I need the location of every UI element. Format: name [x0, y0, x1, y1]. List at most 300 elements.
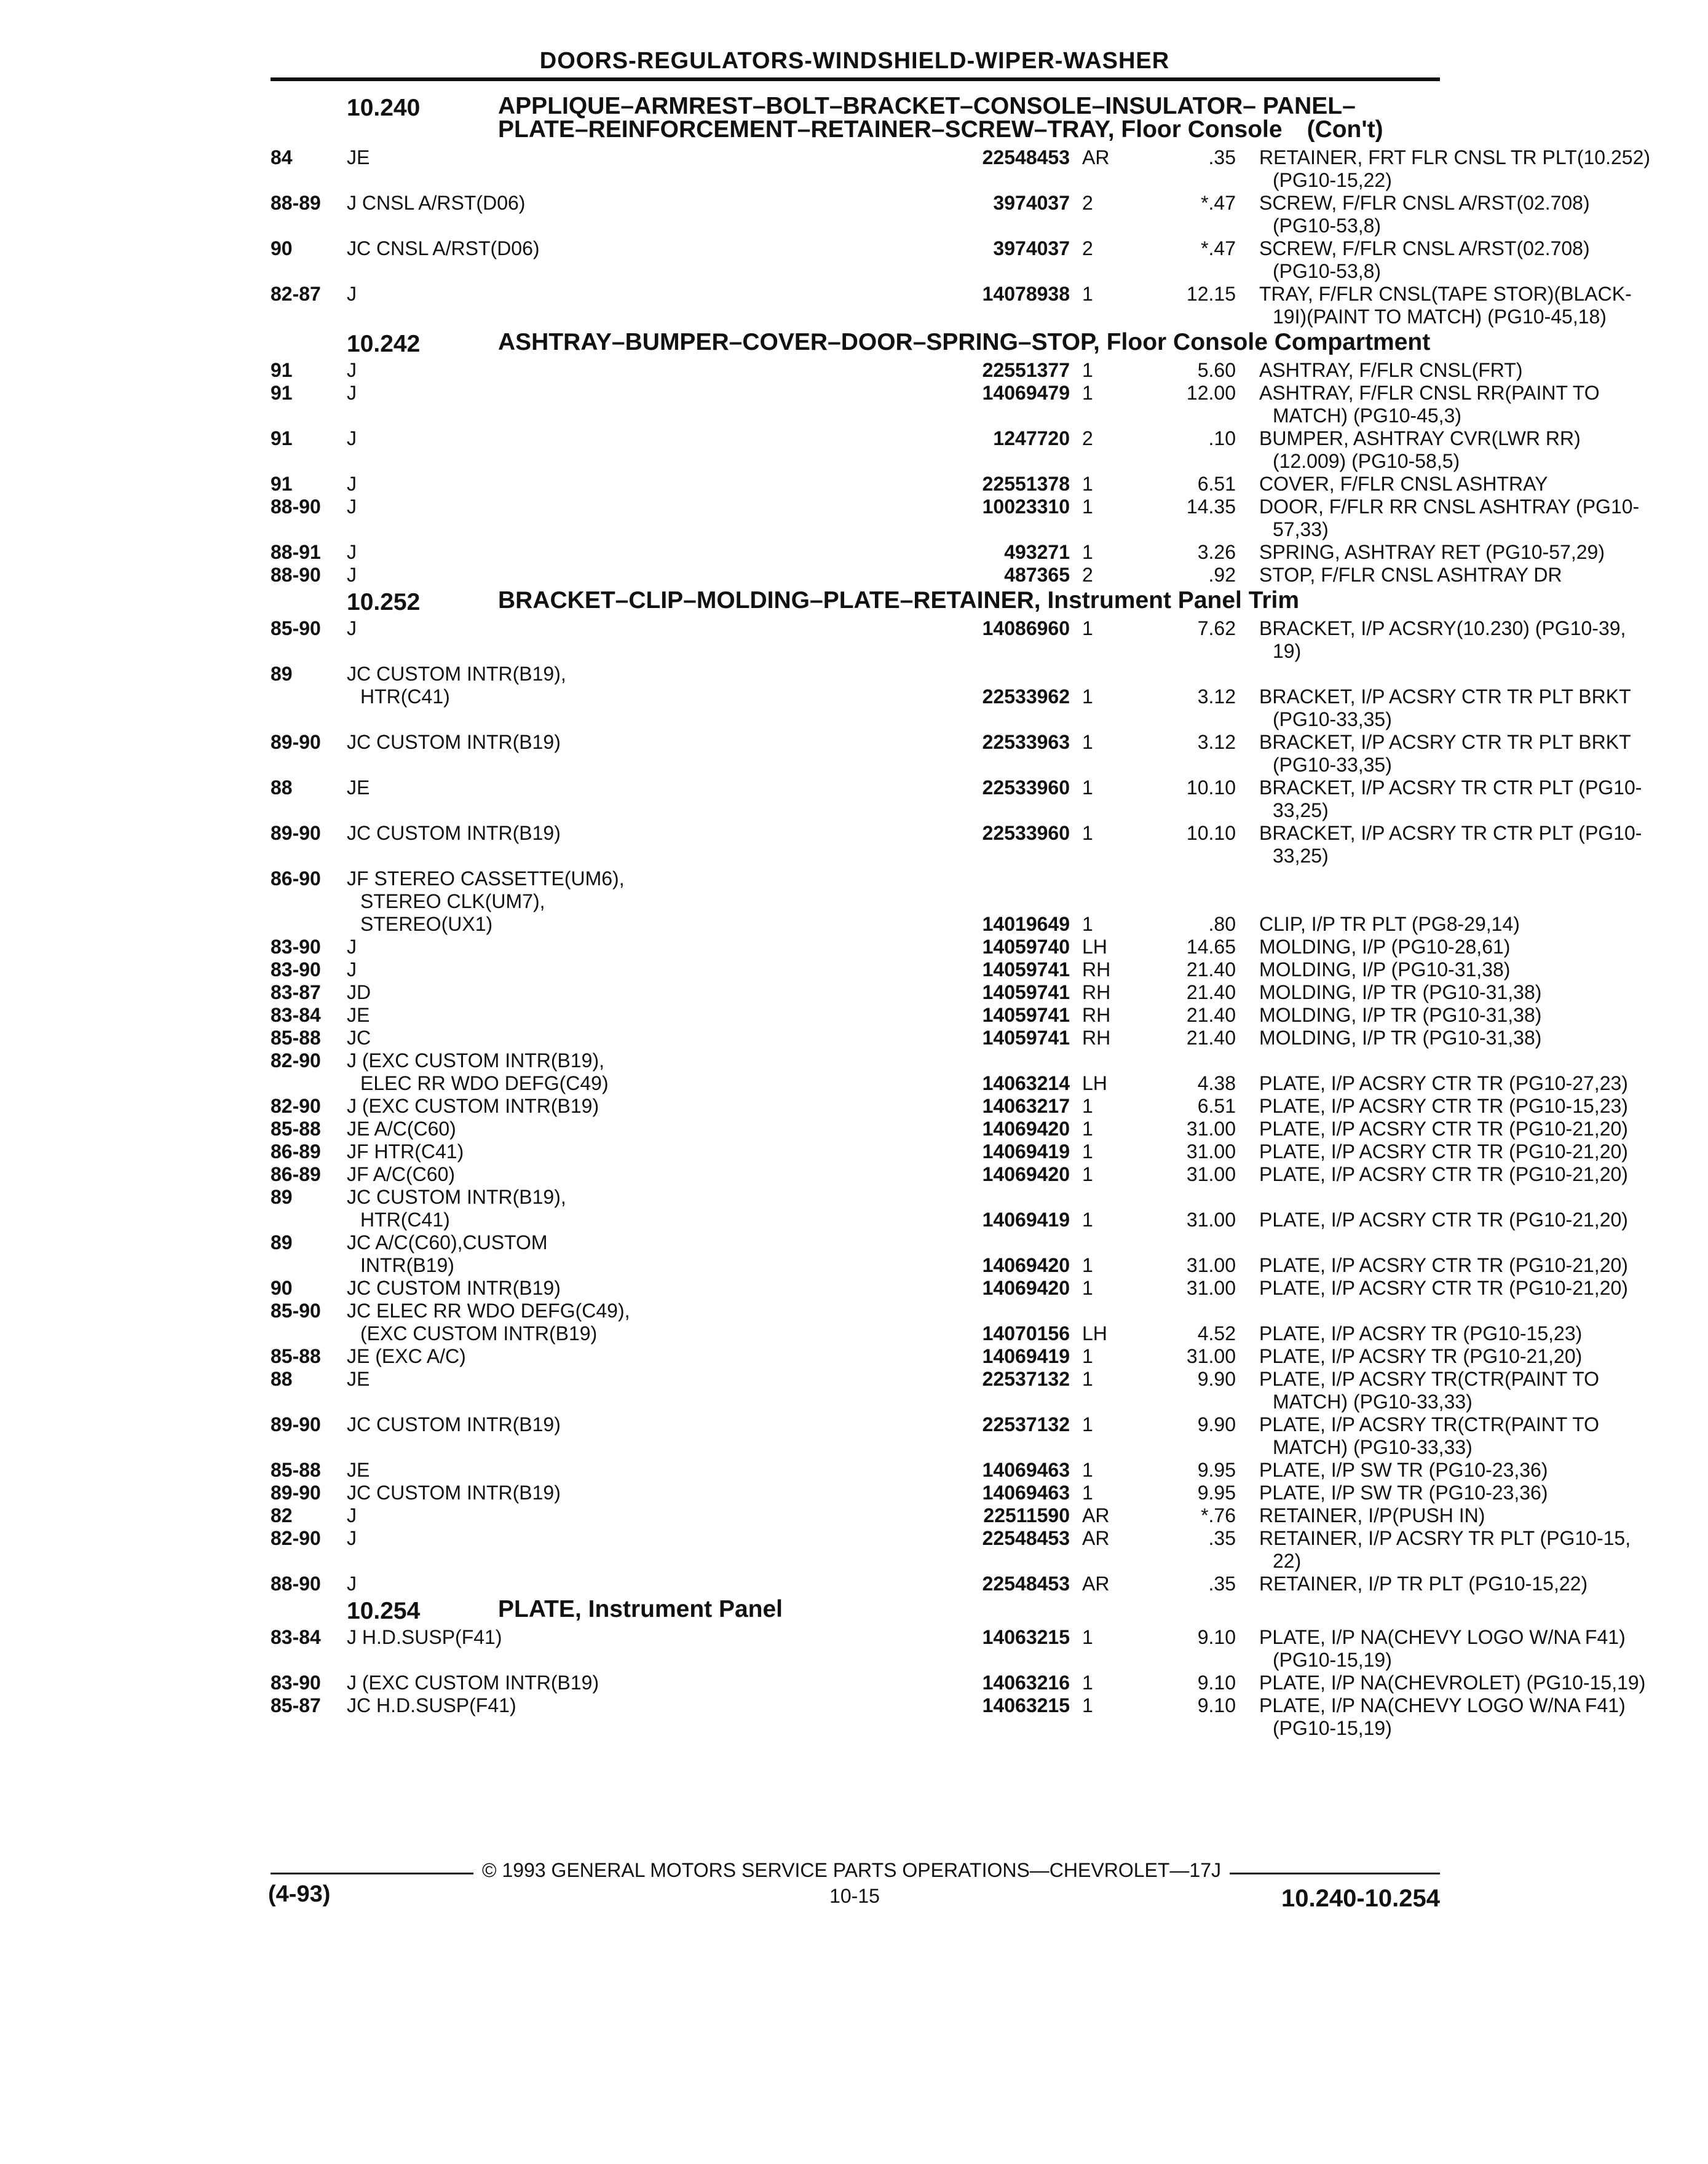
price: 3.12	[1197, 685, 1236, 708]
part-description	[1259, 1345, 1708, 1368]
part-row	[271, 1672, 1646, 1694]
part-description-line: 19I)(PAINT TO MATCH) (PG10-45,18)	[1273, 306, 1607, 328]
part-description-line: PLATE, I/P ACSRY CTR TR (PG10-21,20)	[1259, 1163, 1628, 1185]
part-row	[271, 1231, 1628, 1277]
part-description-line: (PG10-15,22)	[1273, 169, 1392, 191]
part-number: 14069420	[982, 1254, 1070, 1276]
price: .80	[1208, 913, 1236, 935]
section-title-text: ASHTRAY–BUMPER–COVER–DOOR–SPRING–STOP, Floor Console Compartment	[498, 329, 1431, 355]
part-description-line: BRACKET, I/P ACSRY(10.230) (PG10-39,	[1259, 617, 1626, 639]
part-description-line: MOLDING, I/P (PG10-31,38)	[1259, 958, 1511, 981]
quantity: 1	[1082, 382, 1093, 404]
quantity: 2	[1082, 564, 1093, 586]
model-year: 88-90	[271, 1573, 321, 1595]
part-row	[271, 617, 1626, 663]
model-usage-line: JE	[347, 1368, 370, 1390]
part-row	[271, 1277, 1628, 1300]
part-number: 22511590	[983, 1504, 1070, 1526]
part-description	[1259, 731, 1708, 776]
part-number: 14063217	[982, 1095, 1070, 1117]
part-description	[1259, 685, 1708, 731]
model-year: 85-88	[271, 1118, 321, 1140]
model-usage-line: J	[347, 564, 357, 586]
part-description-line: MOLDING, I/P (PG10-28,61)	[1259, 936, 1511, 958]
model-year: 86-89	[271, 1140, 321, 1163]
part-row	[271, 427, 1581, 473]
quantity: 1	[1082, 617, 1093, 639]
part-description-line: PLATE, I/P SW TR (PG10-23,36)	[1259, 1482, 1548, 1504]
header-rule	[271, 77, 1440, 81]
quantity: 2	[1082, 192, 1093, 214]
footer-section-range: 10.240-10.254	[1281, 1885, 1440, 1912]
part-description	[1259, 822, 1708, 867]
part-number: 22548453	[982, 1527, 1070, 1549]
price: 21.40	[1186, 1004, 1236, 1026]
section-heading	[271, 95, 1440, 141]
model-usage-line: JD	[347, 981, 371, 1003]
model-year: 88-89	[271, 192, 321, 214]
part-description	[1259, 237, 1708, 283]
section-number: 10.240	[347, 95, 421, 121]
part-description-line: PLATE, I/P ACSRY CTR TR (PG10-27,23)	[1259, 1072, 1628, 1094]
quantity: LH	[1082, 936, 1107, 958]
section-heading	[271, 587, 1440, 615]
part-description-line: 57,33)	[1273, 518, 1329, 540]
part-description	[1259, 1209, 1708, 1231]
section-title	[498, 1598, 1440, 1621]
model-usage-line: JC CUSTOM INTR(B19),	[347, 663, 566, 685]
price: .35	[1208, 1573, 1236, 1595]
model-usage-line: JF HTR(C41)	[347, 1140, 464, 1163]
model-year: 83-84	[271, 1004, 321, 1026]
part-description-line: SCREW, F/FLR CNSL A/RST(02.708)	[1259, 192, 1590, 214]
price: 9.90	[1197, 1413, 1236, 1435]
part-description-line: BRACKET, I/P ACSRY CTR TR PLT BRKT	[1259, 685, 1631, 708]
part-description-line: 22)	[1273, 1550, 1302, 1572]
part-description-line: TRAY, F/FLR CNSL(TAPE STOR)(BLACK-	[1259, 283, 1632, 305]
part-row	[271, 146, 1651, 192]
part-description	[1259, 1277, 1708, 1300]
footer-page-number: 10-15	[829, 1885, 880, 1907]
quantity: 1	[1082, 496, 1093, 518]
part-description-line: (PG10-15,19)	[1273, 1717, 1392, 1739]
model-usage-line: JC CUSTOM INTR(B19)	[347, 822, 561, 844]
part-number: 14078938	[982, 283, 1070, 305]
quantity: 1	[1082, 1163, 1093, 1185]
part-description	[1259, 617, 1708, 663]
part-number: 22551377	[982, 359, 1070, 381]
quantity: 2	[1082, 427, 1093, 449]
part-row	[271, 1459, 1548, 1482]
section-heading	[271, 329, 1440, 357]
price: 31.00	[1186, 1140, 1236, 1163]
part-description-line: PLATE, I/P SW TR (PG10-23,36)	[1259, 1459, 1548, 1481]
section-title-text: PLATE, Instrument Panel	[498, 1596, 783, 1622]
part-description	[1259, 776, 1708, 822]
model-year: 86-90	[271, 867, 321, 890]
part-row	[271, 958, 1511, 981]
part-row	[271, 1095, 1628, 1118]
part-description	[1259, 564, 1708, 586]
price: .92	[1208, 564, 1236, 586]
part-number: 14059741	[982, 958, 1070, 981]
part-number: 14059741	[982, 981, 1070, 1003]
part-description	[1259, 1072, 1708, 1095]
part-description	[1259, 1527, 1708, 1573]
quantity: RH	[1082, 1004, 1111, 1026]
model-usage-line: J	[347, 359, 357, 381]
price: 9.10	[1197, 1626, 1236, 1648]
part-description	[1259, 359, 1708, 382]
part-description-line: 33,25)	[1273, 799, 1329, 821]
price: 31.00	[1186, 1209, 1236, 1231]
part-description-line: COVER, F/FLR CNSL ASHTRAY	[1259, 473, 1548, 495]
section-title	[498, 331, 1440, 354]
price: 31.00	[1186, 1277, 1236, 1299]
part-number: 14063214	[982, 1072, 1070, 1094]
model-usage-line: JC A/C(C60),CUSTOM	[347, 1231, 548, 1254]
model-usage-line: JE	[347, 776, 370, 799]
model-usage-line: J	[347, 1504, 357, 1526]
model-usage-line: JC CUSTOM INTR(B19)	[347, 1277, 561, 1299]
part-row	[271, 1626, 1626, 1672]
model-year: 82-90	[271, 1095, 321, 1117]
price: 6.51	[1197, 1095, 1236, 1117]
part-description-line: RETAINER, I/P TR PLT (PG10-15,22)	[1259, 1573, 1588, 1595]
section-continued-label: (Con't)	[1307, 116, 1383, 143]
part-number: 14086960	[982, 617, 1070, 639]
price: 14.35	[1186, 496, 1236, 518]
part-description-line: 33,25)	[1273, 845, 1329, 867]
price: 21.40	[1186, 981, 1236, 1003]
footer-rule-right	[1230, 1873, 1440, 1874]
model-usage-line: JC CUSTOM INTR(B19)	[347, 1482, 561, 1504]
model-year: 89-90	[271, 731, 321, 753]
part-description	[1259, 1694, 1708, 1740]
price: 4.38	[1197, 1072, 1236, 1094]
model-usage-line: HTR(C41)	[360, 1209, 450, 1231]
price: 3.12	[1197, 731, 1236, 753]
section-number: 10.252	[347, 589, 421, 615]
price: 9.10	[1197, 1672, 1236, 1694]
quantity: 1	[1082, 913, 1093, 935]
part-description-line: PLATE, I/P ACSRY CTR TR (PG10-21,20)	[1259, 1118, 1628, 1140]
part-description	[1259, 1413, 1708, 1459]
part-number: 22537132	[982, 1368, 1070, 1390]
quantity: 1	[1082, 1345, 1093, 1367]
part-description-line: PLATE, I/P ACSRY TR(CTR(PAINT TO	[1259, 1368, 1600, 1390]
part-row	[271, 1118, 1628, 1140]
part-number: 14069420	[982, 1118, 1070, 1140]
model-year: 82-90	[271, 1049, 321, 1072]
quantity: RH	[1082, 1027, 1111, 1049]
part-number: 14069419	[982, 1140, 1070, 1163]
model-year: 85-88	[271, 1027, 321, 1049]
price: 31.00	[1186, 1345, 1236, 1367]
part-description	[1259, 382, 1708, 427]
price: 31.00	[1186, 1254, 1236, 1276]
part-row	[271, 1027, 1542, 1049]
quantity: 1	[1082, 541, 1093, 563]
price: 21.40	[1186, 958, 1236, 981]
quantity: 1	[1082, 1209, 1093, 1231]
part-number: 22533960	[982, 776, 1070, 799]
price: 9.95	[1197, 1482, 1236, 1504]
part-row	[271, 382, 1600, 427]
part-description-line: STOP, F/FLR CNSL ASHTRAY DR	[1259, 564, 1562, 586]
part-number: 14059741	[982, 1027, 1070, 1049]
model-usage-line: J H.D.SUSP(F41)	[347, 1626, 502, 1648]
part-number: 14063215	[982, 1626, 1070, 1648]
part-description-line: ASHTRAY, F/FLR CNSL(FRT)	[1259, 359, 1523, 381]
part-number: 22533960	[982, 822, 1070, 844]
part-description-line: ASHTRAY, F/FLR CNSL RR(PAINT TO	[1259, 382, 1600, 404]
part-row	[271, 663, 1631, 731]
part-number: 1247720	[993, 427, 1070, 449]
part-description	[1259, 1626, 1708, 1672]
part-description	[1259, 1095, 1708, 1118]
model-year: 89-90	[271, 1413, 321, 1435]
price: .35	[1208, 1527, 1236, 1549]
quantity: AR	[1082, 1504, 1110, 1526]
model-usage-line: JC H.D.SUSP(F41)	[347, 1694, 516, 1716]
quantity: 1	[1082, 1672, 1093, 1694]
model-year: 85-90	[271, 1300, 321, 1322]
model-usage-line: J	[347, 958, 357, 981]
model-usage-line: J CNSL A/RST(D06)	[347, 192, 526, 214]
part-number: 487365	[1004, 564, 1070, 586]
part-number: 22548453	[982, 146, 1070, 168]
model-usage-line: J	[347, 427, 357, 449]
model-year: 86-89	[271, 1163, 321, 1185]
quantity: 2	[1082, 237, 1093, 259]
quantity: 1	[1082, 1254, 1093, 1276]
part-description-line: SPRING, ASHTRAY RET (PG10-57,29)	[1259, 541, 1605, 563]
part-number: 14069463	[982, 1459, 1070, 1481]
model-year: 91	[271, 359, 293, 381]
model-year: 90	[271, 1277, 293, 1299]
quantity: 1	[1082, 1140, 1093, 1163]
part-row	[271, 1163, 1628, 1186]
model-usage-line: STEREO CLK(UM7),	[360, 890, 545, 912]
model-year: 82-87	[271, 283, 321, 305]
model-usage-line: INTR(B19)	[360, 1254, 454, 1276]
part-description-line: RETAINER, FRT FLR CNSL TR PLT(10.252)	[1259, 146, 1651, 168]
price: *.76	[1201, 1504, 1236, 1526]
model-usage-line: HTR(C41)	[360, 685, 450, 708]
part-number: 14069479	[982, 382, 1070, 404]
part-description	[1259, 1368, 1708, 1413]
part-number: 14069463	[982, 1482, 1070, 1504]
page-header-title: DOORS-REGULATORS-WINDSHIELD-WIPER-WASHER	[539, 48, 1170, 74]
model-year: 89-90	[271, 1482, 321, 1504]
model-year: 90	[271, 237, 293, 259]
footer-date: (4-93)	[268, 1881, 331, 1907]
price: 5.60	[1197, 359, 1236, 381]
part-description	[1259, 1140, 1708, 1163]
model-usage-line: J	[347, 496, 357, 518]
model-year: 89	[271, 1186, 293, 1208]
price: 10.10	[1186, 822, 1236, 844]
model-usage-line: JC CUSTOM INTR(B19)	[347, 731, 561, 753]
model-year: 88-91	[271, 541, 321, 563]
model-usage-line: STEREO(UX1)	[360, 913, 493, 935]
quantity: 1	[1082, 359, 1093, 381]
part-description-line: PLATE, I/P NA(CHEVROLET) (PG10-15,19)	[1259, 1672, 1646, 1694]
part-row	[271, 1345, 1583, 1368]
part-row	[271, 1140, 1628, 1163]
quantity: 1	[1082, 473, 1093, 495]
part-number: 14063216	[982, 1672, 1070, 1694]
price: 6.51	[1197, 473, 1236, 495]
part-description-line: PLATE, I/P ACSRY CTR TR (PG10-15,23)	[1259, 1095, 1628, 1117]
part-description	[1259, 1672, 1708, 1694]
quantity: 1	[1082, 1459, 1093, 1481]
part-row	[271, 283, 1632, 328]
part-row	[271, 1004, 1542, 1027]
quantity: 1	[1082, 731, 1093, 753]
model-usage-line: JE	[347, 1004, 370, 1026]
part-row	[271, 359, 1523, 382]
quantity: 1	[1082, 776, 1093, 799]
part-row	[271, 237, 1590, 283]
part-description	[1259, 1004, 1708, 1027]
model-usage-line: JC CUSTOM INTR(B19)	[347, 1413, 561, 1435]
model-usage-line: J	[347, 283, 357, 305]
quantity: 1	[1082, 1277, 1093, 1299]
part-number: 14070156	[982, 1322, 1070, 1345]
model-usage-line: JE	[347, 1459, 370, 1481]
part-description	[1259, 283, 1708, 328]
part-description	[1259, 981, 1708, 1004]
price: 4.52	[1197, 1322, 1236, 1345]
part-row	[271, 1186, 1628, 1231]
model-year: 89	[271, 663, 293, 685]
section-title	[498, 95, 1440, 141]
part-row	[271, 541, 1605, 564]
model-year: 88-90	[271, 496, 321, 518]
part-description	[1259, 1482, 1708, 1504]
model-year: 83-87	[271, 981, 321, 1003]
part-row	[271, 731, 1631, 776]
part-description-line: (12.009) (PG10-58,5)	[1273, 450, 1460, 472]
part-description-line: PLATE, I/P ACSRY CTR TR (PG10-21,20)	[1259, 1254, 1628, 1276]
quantity: AR	[1082, 1573, 1110, 1595]
model-year: 91	[271, 382, 293, 404]
part-number: 22533962	[982, 685, 1070, 708]
part-description-line: RETAINER, I/P ACSRY TR PLT (PG10-15,	[1259, 1527, 1631, 1549]
quantity: LH	[1082, 1072, 1107, 1094]
model-year: 83-84	[271, 1626, 321, 1648]
model-year: 89	[271, 1231, 293, 1254]
part-description-line: BRACKET, I/P ACSRY TR CTR PLT (PG10-	[1259, 822, 1642, 844]
model-year: 85-88	[271, 1345, 321, 1367]
quantity: 1	[1082, 283, 1093, 305]
part-description-line: (PG10-33,35)	[1273, 754, 1392, 776]
section-number: 10.242	[347, 331, 421, 357]
part-description-line: PLATE, I/P NA(CHEVY LOGO W/NA F41)	[1259, 1626, 1626, 1648]
part-row	[271, 496, 1640, 541]
quantity: 1	[1082, 1413, 1093, 1435]
quantity: RH	[1082, 981, 1111, 1003]
price: .10	[1208, 427, 1236, 449]
part-number: 14069420	[982, 1277, 1070, 1299]
part-description-line: MATCH) (PG10-45,3)	[1273, 405, 1462, 427]
part-row	[271, 1694, 1626, 1740]
part-description	[1259, 427, 1708, 473]
part-description	[1259, 496, 1708, 541]
model-usage-line: J	[347, 473, 357, 495]
part-row	[271, 936, 1511, 958]
model-usage-line: JF STEREO CASSETTE(UM6),	[347, 867, 625, 890]
quantity: 1	[1082, 1482, 1093, 1504]
price: 9.95	[1197, 1459, 1236, 1481]
part-number: 14059741	[982, 1004, 1070, 1026]
quantity: AR	[1082, 1527, 1110, 1549]
model-year: 88	[271, 776, 293, 799]
model-usage-line: JF A/C(C60)	[347, 1163, 456, 1185]
model-usage-line: JC ELEC RR WDO DEFG(C49),	[347, 1300, 630, 1322]
model-usage-line: J	[347, 617, 357, 639]
price: .35	[1208, 146, 1236, 168]
model-year: 85-90	[271, 617, 321, 639]
part-number: 22551378	[982, 473, 1070, 495]
price: 3.26	[1197, 541, 1236, 563]
part-row	[271, 1482, 1548, 1504]
model-usage-line: JE (EXC A/C)	[347, 1345, 466, 1367]
part-description-line: (PG10-53,8)	[1273, 260, 1382, 282]
part-number: 493271	[1004, 541, 1070, 563]
model-usage-line: J	[347, 936, 357, 958]
model-year: 88	[271, 1368, 293, 1390]
part-number: 14069419	[982, 1345, 1070, 1367]
section-number: 10.254	[347, 1598, 421, 1624]
price: *.47	[1201, 192, 1236, 214]
quantity: 1	[1082, 1626, 1093, 1648]
part-description-line: PLATE, I/P ACSRY CTR TR (PG10-21,20)	[1259, 1277, 1628, 1299]
model-year: 82	[271, 1504, 293, 1526]
price: 31.00	[1186, 1163, 1236, 1185]
footer-rule-left	[271, 1873, 473, 1874]
quantity: LH	[1082, 1322, 1107, 1345]
price: *.47	[1201, 237, 1236, 259]
part-number: 14069420	[982, 1163, 1070, 1185]
section-title-text: BRACKET–CLIP–MOLDING–PLATE–RETAINER, Instrument Panel Trim	[498, 587, 1300, 614]
part-description-line: PLATE, I/P ACSRY CTR TR (PG10-21,20)	[1259, 1140, 1628, 1163]
part-row	[271, 1368, 1600, 1413]
section-title-text: APPLIQUE–ARMREST–BOLT–BRACKET–CONSOLE–INSULATOR– PANEL–PLATE–REINFORCEMENT–RETAINER–SCREW–TRAY, Floor Console	[498, 93, 1356, 143]
model-usage-line: JC CUSTOM INTR(B19),	[347, 1186, 566, 1208]
part-description	[1259, 1573, 1708, 1595]
model-year: 83-90	[271, 958, 321, 981]
part-row	[271, 192, 1590, 237]
part-description	[1259, 473, 1708, 496]
quantity: 1	[1082, 1694, 1093, 1716]
price: 31.00	[1186, 1118, 1236, 1140]
part-row	[271, 1573, 1588, 1595]
part-description-line: PLATE, I/P NA(CHEVY LOGO W/NA F41)	[1259, 1694, 1626, 1716]
model-usage-line: J	[347, 541, 357, 563]
part-description	[1259, 1163, 1708, 1186]
part-row	[271, 1300, 1583, 1345]
part-row	[271, 1504, 1485, 1527]
part-description-line: BRACKET, I/P ACSRY CTR TR PLT BRKT	[1259, 731, 1631, 753]
part-description	[1259, 1027, 1708, 1049]
part-description	[1259, 1254, 1708, 1277]
model-usage-line: JE	[347, 146, 370, 168]
quantity: RH	[1082, 958, 1111, 981]
part-row	[271, 981, 1542, 1004]
